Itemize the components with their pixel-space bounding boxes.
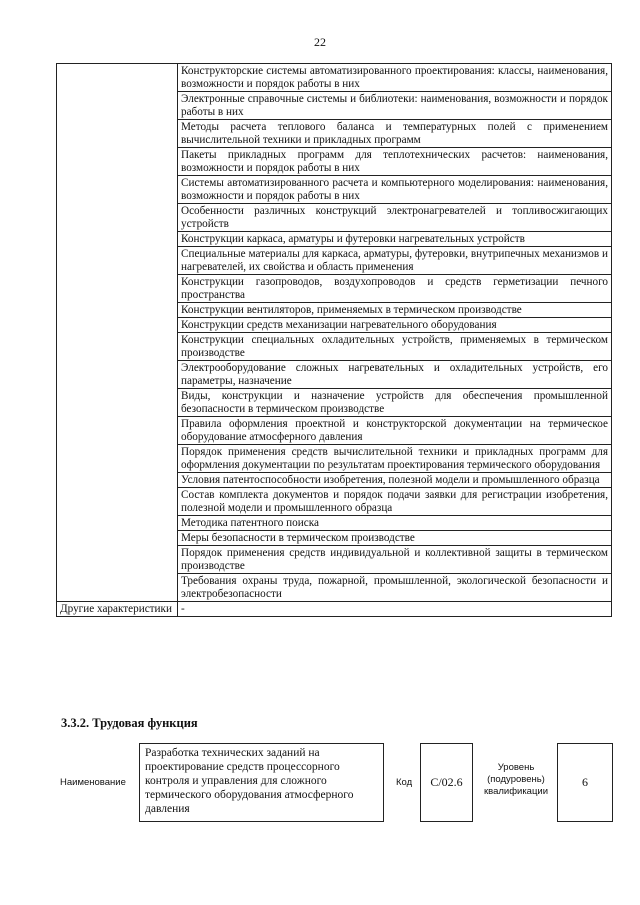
knowledge-item: Электронные справочные системы и библиотеки: наименования, возможности и порядок работы в них <box>178 92 612 120</box>
knowledge-item: Требования охраны труда, пожарной, промышленной, экологической безопасности и электробезопасности <box>178 574 612 602</box>
knowledge-item: Условия патентоспособности изобретения, полезной модели и промышленного образца <box>178 473 612 488</box>
knowledge-item: Методы расчета теплового баланса и температурных полей с применением вычислительной техники и прикладных программ <box>178 120 612 148</box>
knowledge-item: Правила оформления проектной и конструкторской документации на термическое оборудование атмосферного давления <box>178 417 612 445</box>
knowledge-item: Конструкции средств механизации нагревательного оборудования <box>178 318 612 333</box>
knowledge-item: Состав комплекта документов и порядок подачи заявки для регистрации изобретения, полезной модели и промышленного образца <box>178 488 612 516</box>
knowledge-item: Конструкции газопроводов, воздухопроводов и средств герметизации печного пространства <box>178 275 612 303</box>
knowledge-label-cell <box>57 64 178 602</box>
knowledge-row <box>57 64 612 92</box>
other-characteristics-label: Другие характеристики <box>57 602 178 617</box>
required-knowledge-table <box>56 63 612 617</box>
qualification-level-box: 6 <box>557 743 613 822</box>
knowledge-item: Пакеты прикладных программ для теплотехнических расчетов: наименования, возможности и порядок работы в них <box>178 148 612 176</box>
name-label: Наименование <box>60 777 126 788</box>
knowledge-item: Виды, конструкции и назначение устройств для обеспечения промышленной безопасности в термическом производстве <box>178 389 612 417</box>
code-label: Код <box>396 777 413 788</box>
knowledge-table-body <box>57 64 612 617</box>
knowledge-item: Порядок применения средств вычислительной техники и прикладных программ для оформления документации по результатам проектирования термического оборудования <box>178 445 612 473</box>
page-number: 22 <box>314 35 326 49</box>
knowledge-item: Системы автоматизированного расчета и компьютерного моделирования: наименования, возможности и порядок работы в них <box>178 176 612 204</box>
knowledge-item: Методика патентного поиска <box>178 516 612 531</box>
function-code-box: С/02.6 <box>420 743 473 822</box>
knowledge-item: Специальные материалы для каркаса, арматуры, футеровки, внутрипечных механизмов и нагревателей, их свойства и область применения <box>178 247 612 275</box>
knowledge-item: Особенности различных конструкций электронагревателей и топливосжигающих устройств <box>178 204 612 232</box>
knowledge-item: Меры безопасности в термическом производстве <box>178 531 612 546</box>
knowledge-item: Порядок применения средств индивидуальной и коллективной защиты в термическом производстве <box>178 546 612 574</box>
other-characteristics-value: - <box>178 602 612 617</box>
knowledge-item: Конструкции вентиляторов, применяемых в термическом производстве <box>178 303 612 318</box>
knowledge-item: Конструкции специальных охладительных устройств, применяемых в термическом производстве <box>178 333 612 361</box>
knowledge-item: Электрооборудование сложных нагревательных и охладительных устройств, его параметры, назначение <box>178 361 612 389</box>
knowledge-item: Конструкции каркаса, арматуры и футеровки нагревательных устройств <box>178 232 612 247</box>
qualification-level-label: Уровень (подуровень) квалификации <box>483 762 549 797</box>
function-name-box: Разработка технических заданий на проектирование средств процессорного контроля и управления для сложного термического оборудования атмосферного давления <box>139 743 384 822</box>
section-title: 3.3.2. Трудовая функция <box>61 716 198 730</box>
knowledge-item: Конструкторские системы автоматизированного проектирования: классы, наименования, возможности и порядок работы в них <box>178 64 612 92</box>
other-characteristics-row <box>57 602 612 617</box>
